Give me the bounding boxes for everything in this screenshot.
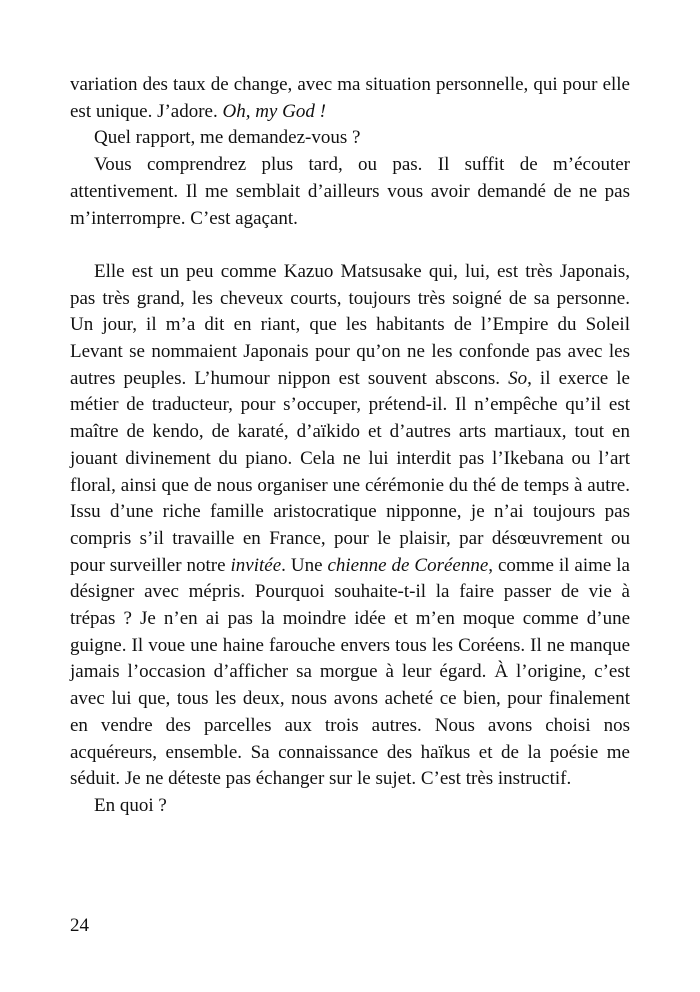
italic-segment: So [508,367,528,389]
text-segment: , il exerce le métier de traducteur, pour s’occuper, prétend-il. Il n’empêche qu’il est maître de kendo, de karaté, d’aïkido et d’autres arts martiaux, tout en jouant divinement du piano. Cela ne lui interdit pas l’Ikebana ou l’art floral, ainsi que de nous organiser une cérémonie du thé de temps à autre. Issu d’une riche famille aristocratique nipponne, je n’ai toujours pas compris s’il travaille en France, pour le plaisir, par désœuvrement ou pour surveiller notre [70,367,630,576]
text-segment: Elle est un peu comme Kazuo Matsusake qui, lui, est très Japonais, pas très grand, les cheveux courts, toujours très soigné de sa personne. Un jour, il m’a dit en riant, que les habitants de l’Empire du Soleil Levant se nommaient Japonais pour qu’on ne les confonde pas avec les autres peuples. L’humour nippon est souvent abscons. [70,260,630,389]
italic-segment: chienne de Coréenne [327,554,489,576]
paragraph-final-question [70,793,630,820]
page-number: 24 [70,915,89,936]
text-segment: variation des taux de change, avec ma situation personnelle, qui pour elle est unique. J’adore. [70,74,630,122]
text-segment: Vous comprendrez plus tard, ou pas. Il suffit de m’écouter attentivement. Il me semblait d’ailleurs vous avoir demandé de ne pas m’interrompre. C’est agaçant. [70,154,630,229]
paragraph-question [70,125,630,152]
paragraph-reply [70,152,630,232]
text-segment: En quoi ? [94,794,167,816]
italic-segment: invitée [230,554,282,576]
text-segment: Quel rapport, me demandez-vous ? [94,127,361,149]
italic-segment: Oh, my God ! [222,100,326,122]
book-page-text [70,72,630,820]
paragraph-continuation [70,72,630,125]
paragraph-kazuo [70,259,630,793]
text-segment: , comme il aime la désigner avec mépris. Pourquoi souhaite-t-il la faire passer de vie à trépas ? Je n’en ai pas la moindre idée et m’en moque comme d’une guigne. Il voue une haine farouche envers tous les Coréens. Il ne manque jamais l’occasion d’afficher sa morgue à leur égard. À l’origine, c’est avec lui que, tous les deux, nous avons acheté ce bien, pour finalement en vendre des parcelles aux trois autres. Nous avons choisi nos acquéreurs, ensemble. Sa connaissance des haïkus et de la poésie me séduit. Je ne déteste pas échanger sur le sujet. C’est très instructif. [70,554,630,790]
text-segment: . Une [281,554,328,576]
